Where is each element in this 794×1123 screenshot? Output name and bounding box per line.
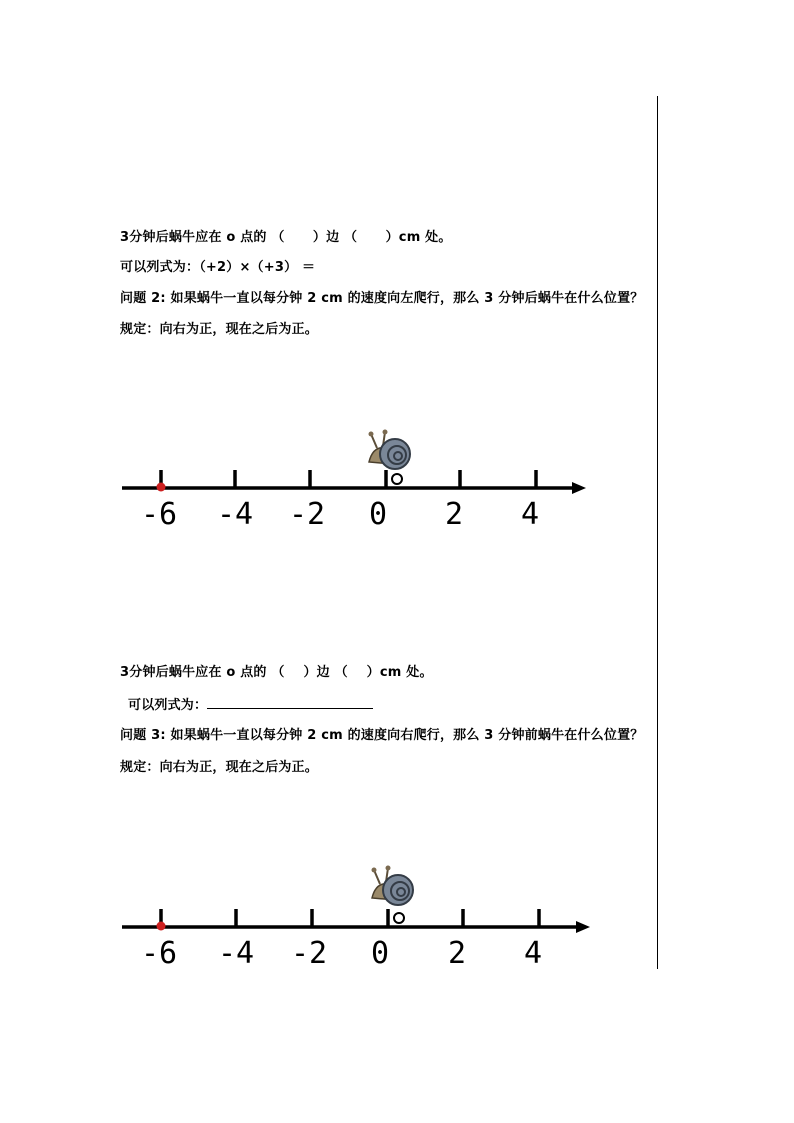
tick-label-0: 0: [368, 497, 388, 532]
tick-label-neg6: -6: [140, 936, 178, 971]
axis-arrowhead: [572, 482, 586, 494]
origin-o-marker: [394, 913, 404, 923]
ticks: [161, 909, 539, 927]
tick-label-2: 2: [447, 936, 467, 971]
expression-line-2: [128, 696, 373, 715]
question-3-text: 问题 3: 如果蜗牛一直以每分钟 2 cm 的速度向右爬行，那么 3 分钟前蜗牛在什么位置？: [120, 728, 644, 743]
tick-label-0: 0: [370, 936, 390, 971]
origin-o-marker: [392, 474, 402, 484]
number-line-2: [110, 858, 610, 998]
tick-label-neg4: -4: [216, 497, 254, 532]
expression-line-1: 可以列式为：（+2）×（+3） ＝: [120, 260, 316, 275]
expression-label-2: 可以列式为：: [128, 698, 208, 713]
number-line-1: [110, 420, 610, 560]
question-2-text: 问题 2: 如果蜗牛一直以每分钟 2 cm 的速度向左爬行，那么 3 分钟后蜗牛在什么位置？: [120, 291, 644, 306]
expression-blank: [207, 696, 373, 709]
tick-label-neg2: -2: [290, 936, 328, 971]
ticks: [161, 470, 536, 488]
snail-icon: [372, 866, 414, 906]
tick-label-2: 2: [444, 497, 464, 532]
answer-blank-line-1: 3分钟后蜗牛应在 o 点的 （ ）边 （ ）cm 处。: [120, 230, 452, 245]
start-point-dot: [157, 922, 166, 931]
right-margin-rule: [657, 96, 658, 969]
start-point-dot: [157, 483, 166, 492]
rule-text-1: 规定：向右为正，现在之后为正。: [120, 322, 319, 337]
tick-label-neg2: -2: [288, 497, 326, 532]
tick-label-4: 4: [520, 497, 540, 532]
axis-arrowhead: [576, 921, 590, 933]
tick-label-neg4: -4: [217, 936, 255, 971]
snail-icon: [369, 430, 411, 470]
tick-label-neg6: -6: [140, 497, 178, 532]
rule-text-2: 规定：向右为正，现在之后为正。: [120, 760, 319, 775]
tick-label-4: 4: [523, 936, 543, 971]
answer-blank-line-2: 3分钟后蜗牛应在 o 点的 （ ）边 （ ）cm 处。: [120, 665, 433, 680]
